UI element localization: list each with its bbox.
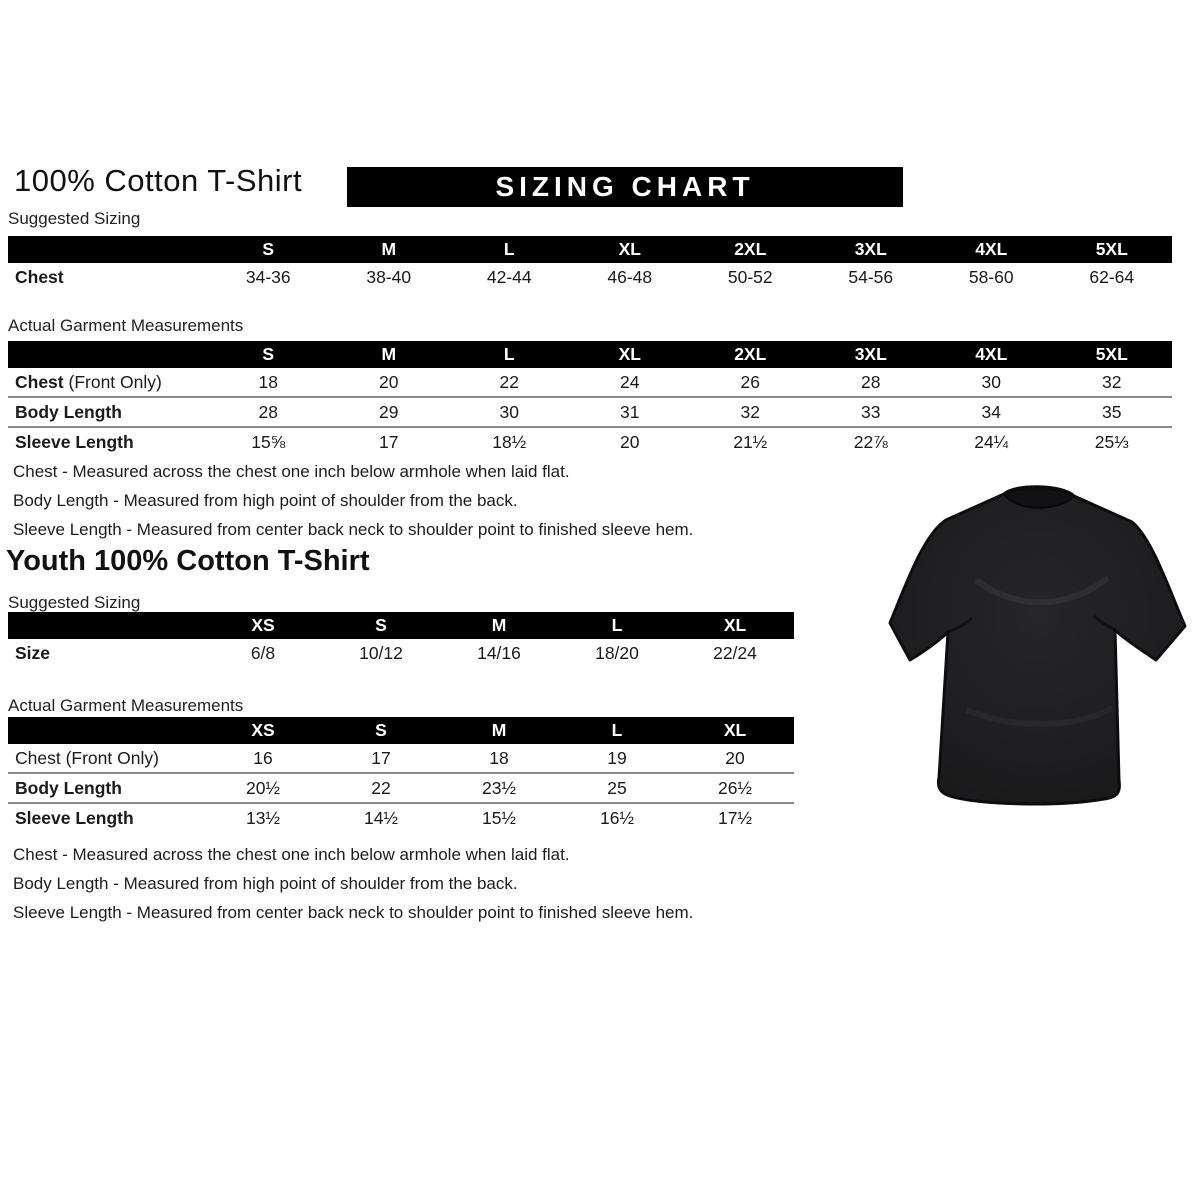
measurement-cell: 34 xyxy=(981,401,1001,422)
size-column-header: 5XL xyxy=(1095,344,1128,364)
size-column-header: M xyxy=(381,344,397,364)
note-sleeve-length: Sleeve Length - Measured from center back neck to shoulder point to finished sleeve hem. xyxy=(13,903,694,922)
size-column-header: S xyxy=(375,615,387,635)
size-column-header: XL xyxy=(618,239,641,259)
table-row xyxy=(8,396,1172,426)
size-header-row xyxy=(8,341,1172,368)
youth-suggested-sizing-table xyxy=(8,612,794,667)
size-column-header: M xyxy=(491,720,507,740)
size-column-header: M xyxy=(491,615,507,635)
size-column-header: XL xyxy=(723,720,747,740)
measurement-cell: 33 xyxy=(861,401,881,422)
measurement-cell: 50-52 xyxy=(727,266,773,287)
size-column-header: L xyxy=(611,720,623,740)
measurement-cell: 14/16 xyxy=(477,642,521,663)
adult-actual-measurements-label: Actual Garment Measurements xyxy=(8,316,244,335)
note-chest: Chest - Measured across the chest one inch below armhole when laid flat. xyxy=(13,845,570,864)
measurement-cell: 18½ xyxy=(492,431,527,452)
youth-suggested-sizing-label: Suggested Sizing xyxy=(8,593,141,612)
measurement-cell: 26½ xyxy=(717,777,753,798)
size-column-header: XS xyxy=(251,720,275,740)
size-column-header: S xyxy=(262,239,275,259)
measurement-cell: 22 xyxy=(499,371,519,392)
size-column-header: 3XL xyxy=(854,239,887,259)
measurement-cell: 25 xyxy=(607,777,627,798)
size-column-header: 2XL xyxy=(734,239,767,259)
note-chest: Chest - Measured across the chest one inch below armhole when laid flat. xyxy=(13,462,570,481)
measurement-cell: 23½ xyxy=(481,777,517,798)
size-column-header: 2XL xyxy=(734,344,767,364)
measurement-cell: 24¼ xyxy=(974,431,1009,452)
measurement-cell: 20 xyxy=(725,747,745,768)
measurement-cell: 26 xyxy=(740,371,760,392)
row-label: Chest (Front Only) xyxy=(15,371,162,392)
youth-section-title: Youth 100% Cotton T-Shirt xyxy=(6,545,370,577)
measurement-cell: 17 xyxy=(379,431,399,452)
page-title: 100% Cotton T-Shirt xyxy=(14,163,303,198)
measurement-cell: 20 xyxy=(620,431,640,452)
measurement-cell: 14½ xyxy=(363,807,399,828)
row-label: Sleeve Length xyxy=(15,431,134,452)
measurement-cell: 32 xyxy=(1102,371,1122,392)
note-body-length: Body Length - Measured from high point of shoulder from the back. xyxy=(13,491,518,510)
measurement-cell: 15⅝ xyxy=(251,431,286,452)
measurement-cell: 22/24 xyxy=(713,642,757,663)
row-label: Body Length xyxy=(15,401,122,422)
black-tshirt-photo xyxy=(886,460,1192,835)
measurement-cell: 25⅓ xyxy=(1094,431,1129,452)
measurement-cell: 16 xyxy=(253,747,273,768)
measurement-cell: 18 xyxy=(258,371,278,392)
table-row xyxy=(8,426,1172,456)
measurement-cell: 20 xyxy=(379,371,399,392)
note-body-length: Body Length - Measured from high point of shoulder from the back. xyxy=(13,874,518,893)
size-column-header: 5XL xyxy=(1095,239,1128,259)
measurement-cell: 22⅞ xyxy=(853,431,888,452)
row-label: Chest (Front Only) xyxy=(15,747,159,768)
measurement-cell: 13½ xyxy=(245,807,281,828)
size-column-header: 3XL xyxy=(854,344,887,364)
measurement-cell: 16½ xyxy=(599,807,635,828)
size-column-header: XL xyxy=(723,615,747,635)
size-header-row xyxy=(8,717,794,744)
measurement-cell: 24 xyxy=(620,371,640,392)
size-header-row xyxy=(8,612,794,639)
table-row xyxy=(8,639,794,667)
measurement-cell: 15½ xyxy=(481,807,517,828)
measurement-cell: 20½ xyxy=(245,777,281,798)
table-row xyxy=(8,263,1172,291)
table-row xyxy=(8,772,794,802)
measurement-cell: 21½ xyxy=(733,431,768,452)
measurement-cell: 29 xyxy=(379,401,399,422)
measurement-cell: 28 xyxy=(861,371,881,392)
size-column-header: 4XL xyxy=(975,344,1008,364)
size-column-header: M xyxy=(381,239,397,259)
row-label: Size xyxy=(15,642,51,663)
size-column-header: L xyxy=(503,344,515,364)
measurement-cell: 30 xyxy=(499,401,519,422)
row-label: Chest xyxy=(15,266,64,287)
sizing-chart-banner xyxy=(347,167,903,207)
measurement-cell: 42-44 xyxy=(486,266,532,287)
note-sleeve-length: Sleeve Length - Measured from center back neck to shoulder point to finished sleeve hem. xyxy=(13,520,694,539)
measurement-cell: 17 xyxy=(371,747,391,768)
youth-actual-measurements-table xyxy=(8,717,794,832)
measurement-cell: 17½ xyxy=(717,807,753,828)
youth-actual-measurements-label: Actual Garment Measurements xyxy=(8,696,244,715)
measurement-cell: 30 xyxy=(981,371,1001,392)
adult-suggested-sizing-label: Suggested Sizing xyxy=(8,209,141,228)
measurement-cell: 38-40 xyxy=(366,266,412,287)
table-row xyxy=(8,802,794,832)
measurement-cell: 19 xyxy=(607,747,627,768)
size-column-header: S xyxy=(375,720,387,740)
sizing-chart-banner-text: SIZING CHART xyxy=(495,171,755,202)
size-header-row xyxy=(8,236,1172,263)
table-row xyxy=(8,744,794,772)
measurement-cell: 18/20 xyxy=(595,642,639,663)
measurement-cell: 31 xyxy=(620,401,640,422)
measurement-cell: 46-48 xyxy=(607,266,653,287)
adult-measurement-notes xyxy=(13,457,693,544)
size-column-header: L xyxy=(503,239,515,259)
measurement-cell: 34-36 xyxy=(245,266,291,287)
measurement-cell: 32 xyxy=(740,401,760,422)
measurement-cell: 28 xyxy=(258,401,278,422)
measurement-cell: 62-64 xyxy=(1089,266,1135,287)
size-column-header: 4XL xyxy=(975,239,1008,259)
adult-actual-measurements-table xyxy=(8,341,1172,456)
table-row xyxy=(8,368,1172,396)
measurement-cell: 22 xyxy=(371,777,391,798)
measurement-cell: 54-56 xyxy=(848,266,894,287)
size-column-header: S xyxy=(262,344,275,364)
size-column-header: L xyxy=(611,615,623,635)
tshirt-illustration xyxy=(886,460,1192,835)
row-label: Body Length xyxy=(15,777,122,798)
measurement-cell: 18 xyxy=(489,747,509,768)
row-label: Sleeve Length xyxy=(15,807,134,828)
youth-measurement-notes xyxy=(13,840,693,927)
measurement-cell: 10/12 xyxy=(359,642,403,663)
measurement-cell: 58-60 xyxy=(968,266,1014,287)
measurement-cell: 6/8 xyxy=(250,642,276,663)
size-column-header: XL xyxy=(618,344,641,364)
adult-suggested-sizing-table xyxy=(8,236,1172,291)
measurement-cell: 35 xyxy=(1102,401,1122,422)
size-column-header: XS xyxy=(251,615,275,635)
